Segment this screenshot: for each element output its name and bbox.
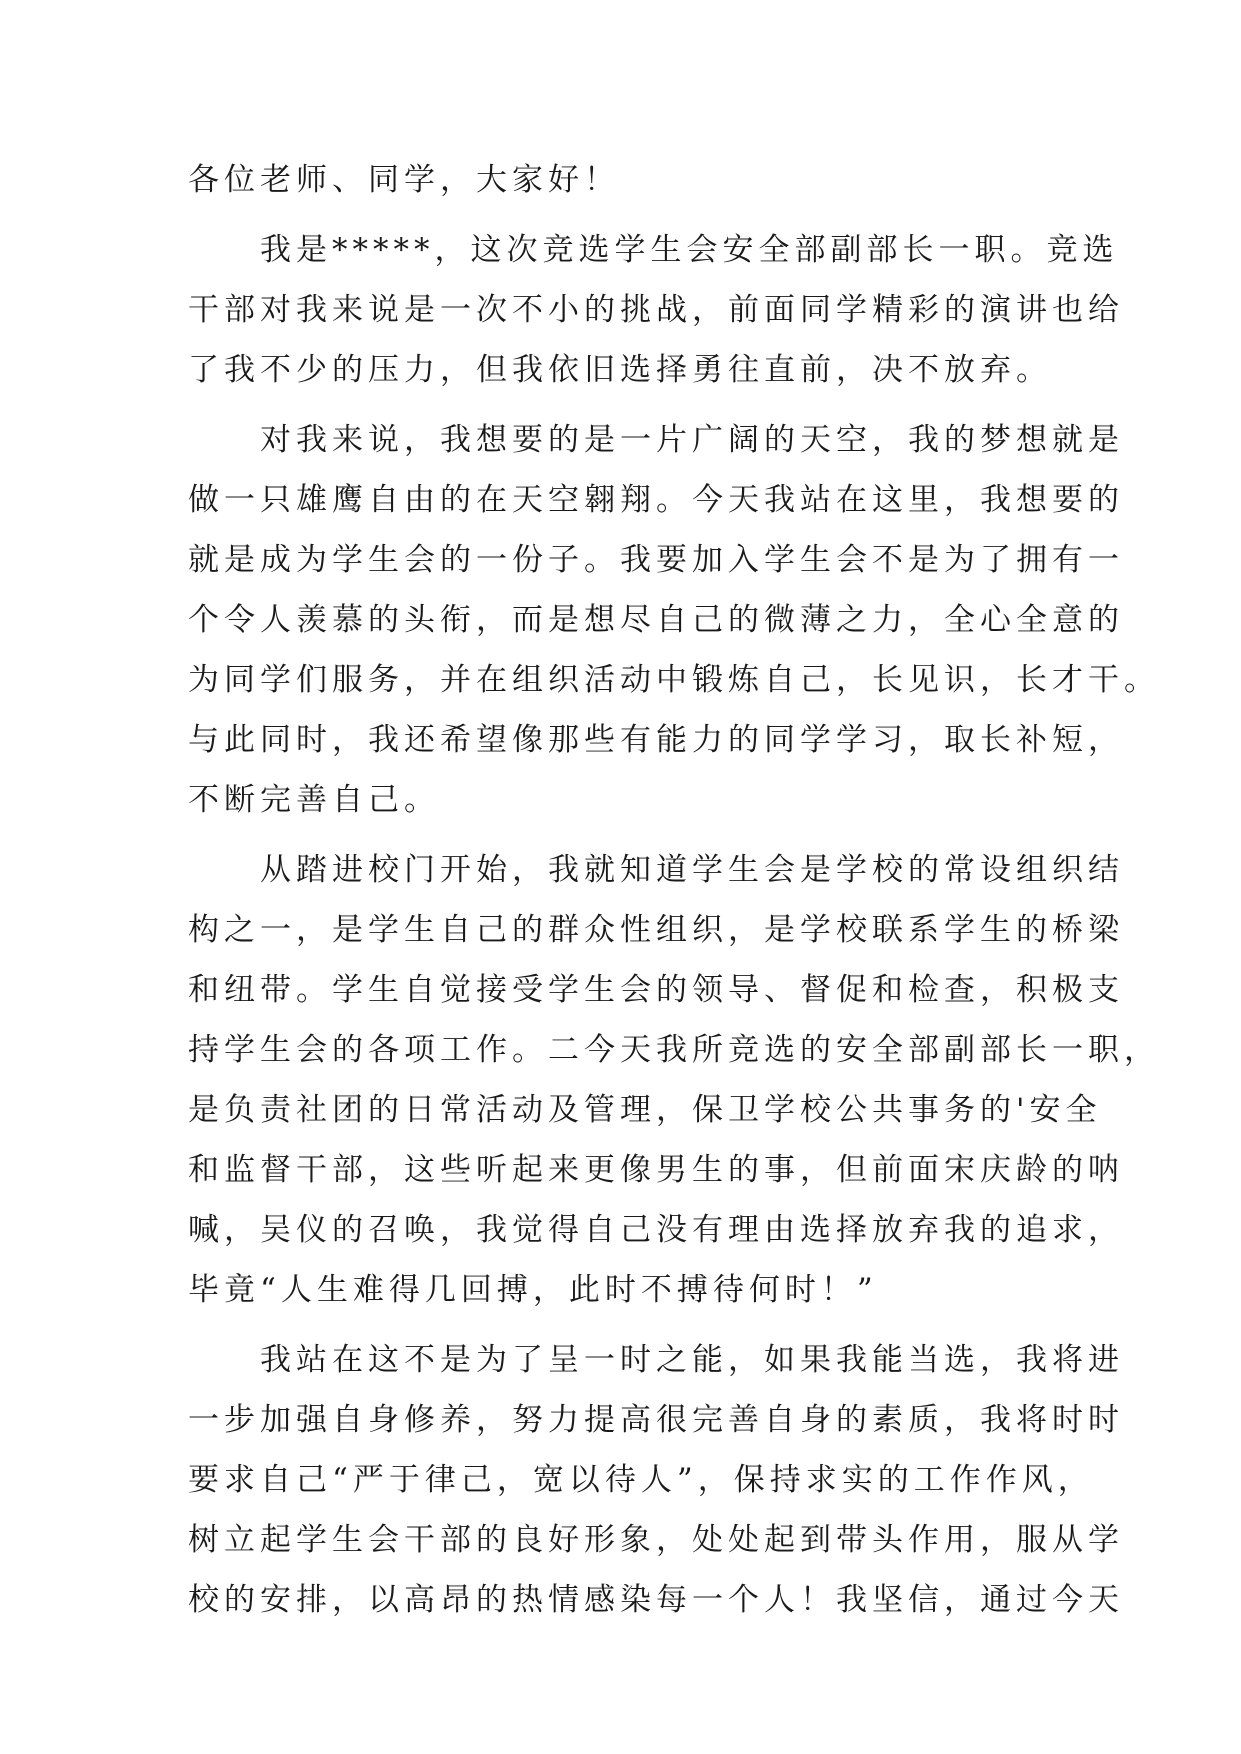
text-line: 为同学们服务，并在组织活动中锻炼自己，长见识，长才干。 bbox=[188, 662, 1160, 698]
text-line: 毕竟“人生难得几回搏，此时不搏待何时！” bbox=[188, 1272, 878, 1308]
text-line: 是负责社团的日常活动及管理，保卫学校公共事务的'安全 bbox=[188, 1092, 1102, 1128]
paragraph bbox=[188, 410, 1160, 830]
text-line: 不断完善自己。 bbox=[188, 782, 440, 818]
text-line: 要求自己“严于律己，宽以待人”，保持求实的工作作风， bbox=[188, 1462, 1094, 1498]
document-body bbox=[188, 150, 1160, 1630]
paragraph bbox=[188, 1330, 1124, 1630]
text-line: 与此同时，我还希望像那些有能力的同学学习，取长补短， bbox=[188, 722, 1124, 758]
paragraph-gap bbox=[188, 830, 1078, 840]
text-line: 了我不少的压力，但我依旧选择勇往直前，决不放弃。 bbox=[188, 352, 1052, 388]
text-line: 对我来说，我想要的是一片广阔的天空，我的梦想就是 bbox=[260, 422, 1124, 458]
paragraph bbox=[188, 220, 1124, 400]
text-line: 各位老师、同学，大家好！ bbox=[188, 162, 620, 198]
text-line: 喊，吴仪的召唤，我觉得自己没有理由选择放弃我的追求， bbox=[188, 1212, 1124, 1248]
paragraph-gap bbox=[188, 400, 1078, 410]
text-line: 构之一，是学生自己的群众性组织，是学校联系学生的桥梁 bbox=[188, 912, 1124, 948]
text-line: 和纽带。学生自觉接受学生会的领导、督促和检查，积极支 bbox=[188, 972, 1124, 1008]
text-line: 我站在这不是为了呈一时之能，如果我能当选，我将进 bbox=[260, 1342, 1124, 1378]
text-line: 一步加强自身修养，努力提高很完善自身的素质，我将时时 bbox=[188, 1402, 1124, 1438]
text-line: 干部对我来说是一次不小的挑战，前面同学精彩的演讲也给 bbox=[188, 292, 1124, 328]
paragraph bbox=[188, 150, 1078, 210]
paragraph bbox=[188, 840, 1160, 1320]
text-line: 个令人羡慕的头衔，而是想尽自己的微薄之力，全心全意的 bbox=[188, 602, 1124, 638]
text-line: 从踏进校门开始，我就知道学生会是学校的常设组织结 bbox=[260, 852, 1124, 888]
text-line: 做一只雄鹰自由的在天空翱翔。今天我站在这里，我想要的 bbox=[188, 482, 1124, 518]
text-line: 我是*****，这次竞选学生会安全部副部长一职。竞选 bbox=[260, 232, 1119, 268]
paragraph-gap bbox=[188, 210, 1078, 220]
text-line: 校的安排，以高昂的热情感染每一个人！我坚信，通过今天 bbox=[188, 1582, 1124, 1618]
text-line: 树立起学生会干部的良好形象，处处起到带头作用，服从学 bbox=[188, 1522, 1124, 1558]
text-line: 就是成为学生会的一份子。我要加入学生会不是为了拥有一 bbox=[188, 542, 1124, 578]
paragraph-gap bbox=[188, 1320, 1078, 1330]
text-line: 和监督干部，这些听起来更像男生的事，但前面宋庆龄的呐 bbox=[188, 1152, 1124, 1188]
text-line: 持学生会的各项工作。二今天我所竞选的安全部副部长一职， bbox=[188, 1032, 1160, 1068]
